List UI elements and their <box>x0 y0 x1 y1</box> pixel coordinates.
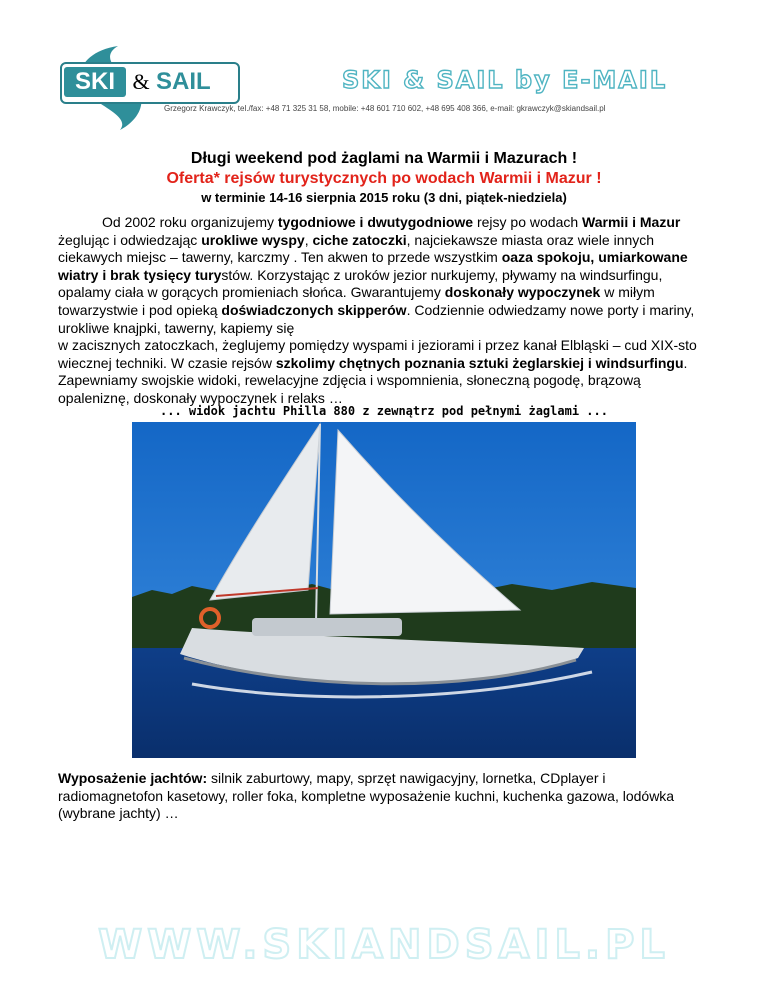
equipment-label: Wyposażenie jachtów: <box>58 770 208 786</box>
logo-amp-text: & <box>132 69 150 94</box>
headline-dates: w terminie 14-16 sierpnia 2015 roku (3 dni, piątek-niedziela) <box>201 190 567 205</box>
logo <box>60 62 240 104</box>
text-segment: . Codziennie odwiedzamy nowe porty i mariny, urokliwe knajpki, tawerny, kapiemy się <box>58 301 695 336</box>
text-bold: oaza spokoju, umiarkowane wiatry i brak tysięcy tury <box>58 249 688 283</box>
contact-line: Grzegorz Krawczyk, tel./fax: +48 71 325 31 58, mobile: +48 601 710 602, +48 695 408 366, e-mail: gkrawczyk@skiandsail.pl <box>164 104 606 113</box>
text-bold: tygodniowe i dwutygodniowe <box>277 214 474 230</box>
text-bold: Warmii i Mazur <box>582 214 681 230</box>
text-segment: , najciekawsze miasta oraz wiele innych ciekawych miejsc – tawerny, karczmy . Ten akwen to przede wszystkim <box>58 231 655 266</box>
text-bold: doskonały wypoczynek <box>444 284 601 301</box>
logo-sail-text: SAIL <box>156 68 211 95</box>
headline-title: Długi weekend pod żaglami na Warmii i Mazurach ! <box>190 150 578 167</box>
footer-url: WWW.SKIANDSAIL.PL <box>98 922 670 968</box>
text-bold: szkolimy chętnych poznania sztuki żeglarskiej i windsurfingu <box>275 354 684 371</box>
text-segment: żeglując i odwiedzając <box>58 231 202 248</box>
text-segment: stów. Korzystając z uroków jezior nurkujemy, pływamy na windsurfingu, opalamy ciała w gorących promieniach słońca. Gwarantujemy <box>58 266 663 301</box>
equipment-paragraph <box>58 770 708 823</box>
text-segment: w zacisznych zatoczkach, żeglujemy pomiędzy wyspami i jeziorami i przez kanał Elbląski – cud XIX-sto wiecznej techniki. W czasie rejsów <box>58 337 697 371</box>
logo-ski-text: SKI <box>64 67 126 97</box>
text-bold: urokliwe wyspy <box>201 231 305 248</box>
text-segment: rejsy po wodach <box>473 214 583 230</box>
text-bold: doświadczonych skipperów <box>221 301 407 318</box>
headline-offer: Oferta* rejsów turystycznych po wodach Warmii i Mazur ! <box>166 170 602 187</box>
text-bold: ciche zatoczki <box>312 231 407 248</box>
brand-title: SKI & SAIL by E-MAIL <box>342 66 668 94</box>
text-segment: w miłym towarzystwie i pod opieką <box>58 284 655 318</box>
yacht-photo <box>132 422 636 758</box>
photo-caption: ... widok jachtu Philla 880 z zewnątrz pod pełnymi żaglami ... <box>160 404 608 418</box>
text-segment: . Zapewniamy swojskie widoki, rewelacyjne zdjęcia i wspomnienia, słoneczną pogodę, brązową opaleniznę, doskonały wypoczynek i relaks … <box>58 354 688 406</box>
text-segment: Od 2002 roku organizujemy <box>102 214 278 230</box>
text-segment: , <box>304 231 313 248</box>
equipment-text: silnik zaburtowy, mapy, sprzęt nawigacyjny, lornetka, CDplayer i radiomagnetofon kasetowy, roller foka, kompletne wyposażenie kuchni, kuchenka gazowa, lodówka (wybrane jachty) … <box>58 770 675 822</box>
intro-paragraph <box>58 214 710 408</box>
